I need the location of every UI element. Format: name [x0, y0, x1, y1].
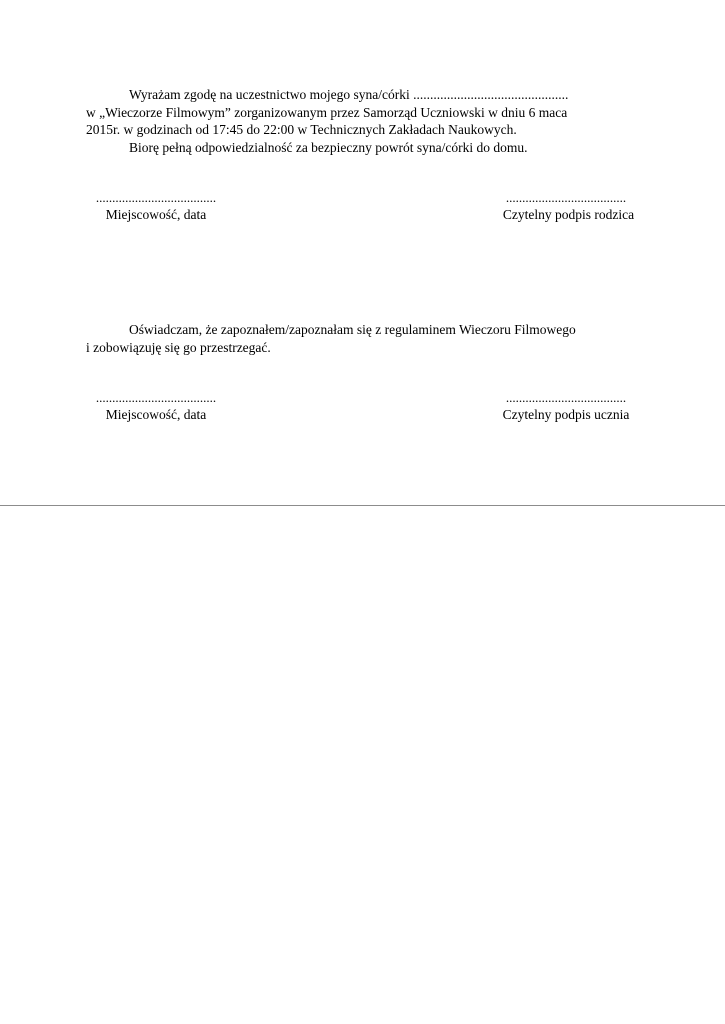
parent-signature-caption: Czytelny podpis rodzica	[502, 207, 635, 222]
parent-place-date-field	[86, 190, 226, 224]
cut-line-divider	[0, 505, 725, 506]
parent-signature-dotted-line: .....................................	[505, 190, 627, 205]
consent-line-2: w „Wieczorze Filmowym” zorganizowanym przez Samorząd Uczniowski w dniu 6 maca	[86, 104, 568, 120]
student-signature-caption: Czytelny podpis ucznia	[502, 407, 630, 422]
place-date-caption: Miejscowość, data	[105, 407, 207, 422]
statement-line-1: Oświadczam, że zapoznałem/zapoznałam się z regulaminem Wieczoru Filmowego	[129, 322, 576, 337]
place-date-dotted-line: .....................................	[95, 390, 217, 405]
student-place-date-field	[86, 390, 226, 424]
student-signature-field	[491, 390, 641, 424]
parent-signature-field	[491, 190, 641, 224]
student-signature-row	[86, 390, 641, 430]
consent-line-1: Wyrażam zgodę na uczestnictwo mojego syna/córki ..............................................	[129, 87, 569, 102]
statement-line-2: i zobowiązuję się go przestrzegać.	[86, 339, 271, 355]
consent-line-3: 2015r. w godzinach od 17:45 do 22:00 w Technicznych Zakładach Naukowych.	[86, 122, 517, 137]
student-signature-dotted-line: .....................................	[505, 390, 627, 405]
student-statement-paragraph	[86, 321, 646, 356]
parent-signature-row	[86, 190, 641, 230]
consent-line-4: Biorę pełną odpowiedzialność za bezpieczny powrót syna/córki do domu.	[129, 139, 528, 155]
place-date-dotted-line: .....................................	[95, 190, 217, 205]
place-date-caption: Miejscowość, data	[105, 207, 207, 222]
consent-paragraph	[86, 86, 646, 156]
